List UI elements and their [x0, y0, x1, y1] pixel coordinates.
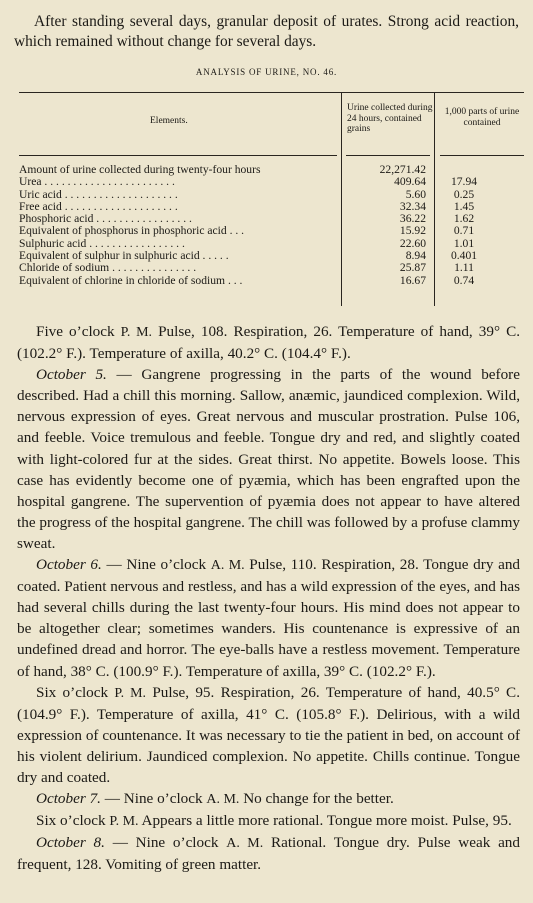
- row-per1000: 1.11: [454, 261, 474, 275]
- header-per-1000: 1,000 parts of urine contained: [444, 107, 520, 128]
- row-per1000: 1.45: [453, 199, 475, 213]
- paragraph: October 5. — Gangrene progressing in the parts of the wound before described. Had a chill this morning. Sallow, anæmic, jaundiced complexion. Wild, nervous expression of eyes. Great nervous and muscular prostration. Pulse 106, and feeble. Voice tremulous and feeble. Tongue dry and red, and slightly coated with light-colored fur at the sides. Great thirst. No appetite. Bowels loose. This case has evidently become one of pyæmia, which has been engrafted upon the hospital gangrene. The supervention of pyæmia does not appear to have altered the progress of the hospital gangrene. The chill was followed by a profuse clammy sweat.: [17, 366, 520, 552]
- row-grains: 8.94: [405, 249, 426, 263]
- row-element: Sulphuric acid . . . . . . . . . . . . . . . . .: [19, 236, 185, 250]
- paragraph: October 6. — Nine o’clock A. M. Pulse, 110. Respiration, 28. Tongue dry and coated. Patient nervous and restless, and has a wild expression of the eyes, and has had several chills during the last twenty-four hours. His mind does not appear to be altogether clear; sometimes wanders. His countenance is expressive of an undefined dread and horror. The eye-balls have a restless movement. Temperature of hand, 38° C. (100.9° F.). Temperature of axilla, 39° C. (102.2° F.).: [17, 556, 521, 680]
- table-row: [19, 262, 524, 274]
- row-per1000: 0.25: [453, 187, 475, 201]
- paragraph: Five o’clock P. M. Pulse, 108. Respiration, 26. Temperature of hand, 39° C. (102.2° F.). Temperature of axilla, 40.2° C. (104.4° F.).: [17, 323, 520, 363]
- row-grains: 409.64: [394, 175, 426, 189]
- row-element: Urea . . . . . . . . . . . . . . . . . . . . . . .: [19, 175, 175, 189]
- table-body: [19, 164, 524, 287]
- case-notes: [17, 321, 520, 875]
- row-per1000: 0.401: [450, 249, 478, 263]
- row-grains: 36.22: [399, 212, 426, 226]
- intro-paragraph: After standing several days, granular deposit of urates. Strong acid reaction, which remained without change for several days.: [14, 13, 519, 50]
- row-grains: 22.60: [399, 236, 426, 250]
- row-element: Equivalent of chlorine in chloride of sodium . . .: [19, 273, 243, 287]
- row-grains: 32.34: [399, 199, 426, 213]
- row-per1000: 0.71: [453, 224, 475, 238]
- row-grains: 22,271.42: [379, 163, 426, 176]
- row-element: Phosphoric acid . . . . . . . . . . . . . . . . .: [19, 212, 192, 226]
- row-per1000: 17.94: [450, 175, 478, 189]
- row-per1000: 1.01: [453, 236, 475, 250]
- row-element: Amount of urine collected during twenty-four hours: [19, 163, 261, 176]
- table-row: [19, 176, 524, 188]
- table-row: [19, 225, 524, 237]
- header-elements: Elements.: [150, 116, 188, 126]
- table-title: ANALYSIS OF URINE, NO. 46.: [195, 67, 338, 77]
- row-element: Equivalent of sulphur in sulphuric acid . . . . .: [19, 249, 229, 263]
- row-grains: 15.92: [399, 224, 426, 238]
- row-per1000: 1.62: [453, 212, 475, 226]
- table-header-rule-mid: [346, 155, 430, 156]
- row-element: Chloride of sodium . . . . . . . . . . . . . . .: [19, 261, 197, 275]
- row-per1000: 0.74: [453, 273, 475, 287]
- row-element: Equivalent of phosphorus in phosphoric acid . . .: [19, 224, 245, 238]
- table-top-rule: [19, 92, 524, 93]
- table-header-rule-left: [19, 155, 337, 156]
- paragraph: Six o’clock P. M. Appears a little more rational. Tongue more moist. Pulse, 95.: [36, 812, 512, 830]
- row-grains: 16.67: [399, 273, 426, 287]
- row-grains: 25.87: [399, 261, 426, 275]
- table-row: [19, 275, 524, 287]
- header-urine-collected: Urine collected during 24 hours, contained grains: [347, 103, 433, 134]
- table-header-rule-right: [440, 155, 524, 156]
- row-grains: 5.60: [405, 187, 426, 201]
- row-element: Uric acid . . . . . . . . . . . . . . . . . . . .: [19, 187, 178, 201]
- row-element: Free acid . . . . . . . . . . . . . . . . . . . .: [19, 199, 178, 213]
- paragraph: October 7. — Nine o’clock A. M. No change for the better.: [36, 790, 394, 808]
- paragraph: October 8. — Nine o’clock A. M. Rational. Tongue dry. Pulse weak and frequent, 128. Vomiting of green matter.: [17, 834, 520, 874]
- paragraph: Six o’clock P. M. Pulse, 95. Respiration, 26. Temperature of hand, 40.5° C. (104.9° F.). Temperature of axilla, 41° C. (105.8° F.). Delirious, with a wild expression of countenance. It was necessary to tie the patient in bed, on account of his violent delirium. Jaundiced complexion. No appetite. Chills continue. Tongue dry and coated.: [17, 683, 520, 786]
